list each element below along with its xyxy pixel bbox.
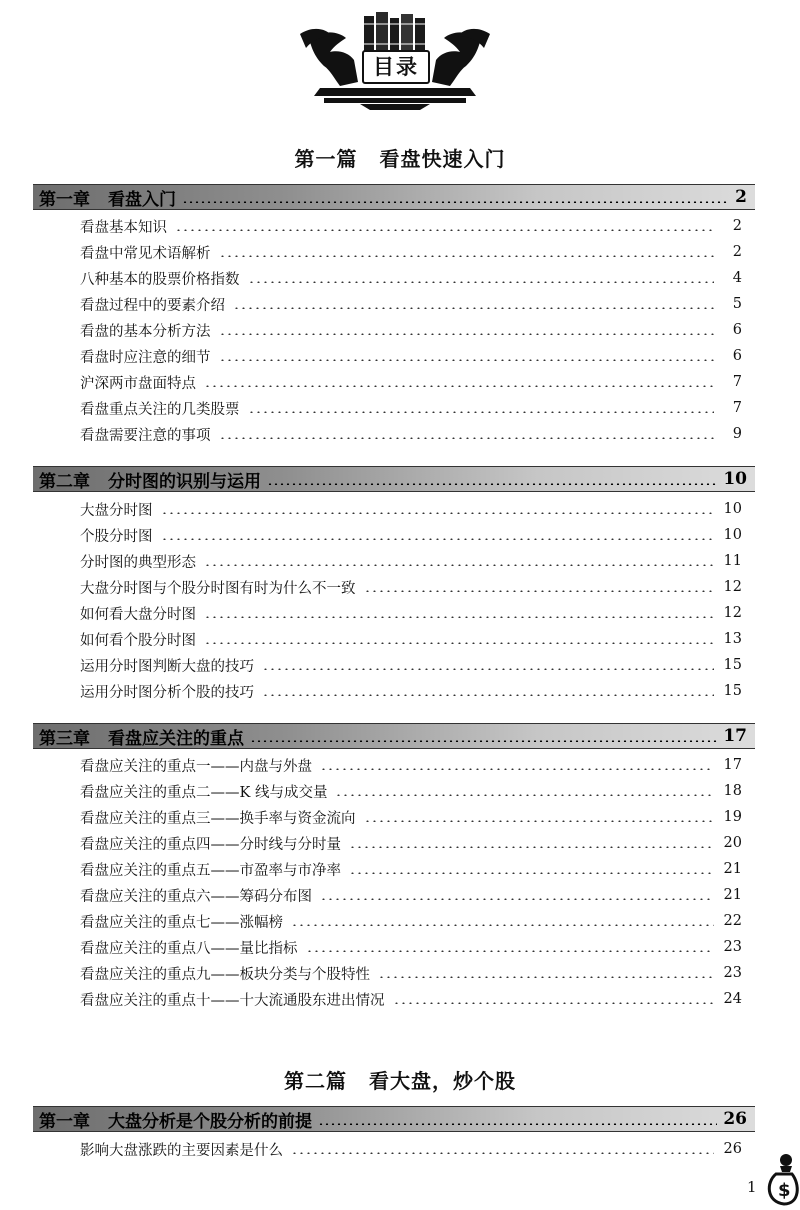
entry-title: 分时图的典型形态 <box>80 554 196 571</box>
dot-leader <box>349 872 714 874</box>
dot-leader <box>161 512 715 514</box>
entry-page: 24 <box>723 991 742 1007</box>
chapter-page: 26 <box>723 1109 747 1129</box>
entry-page: 2 <box>732 244 742 260</box>
entry-title: 看盘应关注的重点五——市盈率与市净率 <box>80 862 341 879</box>
toc-entry[interactable] <box>80 882 742 908</box>
dot-leader <box>320 768 714 770</box>
entry-title: 运用分时图分析个股的技巧 <box>80 684 254 701</box>
entry-page: 10 <box>723 501 742 517</box>
toc-entry[interactable] <box>80 421 742 447</box>
entry-page: 7 <box>732 374 742 390</box>
dot-leader <box>248 281 715 283</box>
dot-leader <box>219 333 715 335</box>
entry-page: 15 <box>723 683 742 699</box>
toc-entry[interactable] <box>80 548 742 574</box>
entry-title: 大盘分时图 <box>80 502 153 519</box>
chapter-page: 17 <box>723 726 747 746</box>
toc-entry[interactable] <box>80 574 742 600</box>
dot-leader <box>262 668 714 670</box>
chapter-number: 第一章 <box>39 1111 90 1132</box>
entry-title: 看盘应关注的重点七——涨幅榜 <box>80 914 283 931</box>
toc-entry[interactable] <box>80 317 742 343</box>
entry-title: 看盘过程中的要素介绍 <box>80 297 225 314</box>
dot-leader <box>318 1123 717 1125</box>
entry-title: 看盘应关注的重点四——分时线与分时量 <box>80 836 341 853</box>
entry-title: 看盘应关注的重点十——十大流通股东进出情况 <box>80 992 385 1009</box>
entry-page: 26 <box>723 1141 742 1157</box>
entry-page: 13 <box>723 631 742 647</box>
toc-entry[interactable] <box>80 960 742 986</box>
dot-leader <box>306 950 715 952</box>
dot-leader <box>335 794 714 796</box>
dot-leader <box>233 307 714 309</box>
entry-title: 如何看大盘分时图 <box>80 606 196 623</box>
entry-page: 15 <box>723 657 742 673</box>
toc-entry[interactable] <box>80 496 742 522</box>
toc-entry[interactable] <box>80 265 742 291</box>
dot-leader <box>219 359 715 361</box>
dot-leader <box>204 642 714 644</box>
entry-title: 看盘应关注的重点一——内盘与外盘 <box>80 758 312 775</box>
entry-title: 看盘基本知识 <box>80 219 167 236</box>
toc-entry[interactable] <box>80 652 742 678</box>
entry-page: 6 <box>732 322 742 338</box>
dot-leader <box>248 411 715 413</box>
entry-title: 看盘需要注意的事项 <box>80 427 211 444</box>
chapter-heading[interactable] <box>33 466 755 492</box>
toc-entry[interactable] <box>80 752 742 778</box>
chapter-heading[interactable] <box>33 1106 755 1132</box>
dot-leader <box>161 538 715 540</box>
toc-entry[interactable] <box>80 395 742 421</box>
entry-page: 11 <box>723 553 742 569</box>
toc-entry[interactable] <box>80 1136 742 1162</box>
entry-page: 17 <box>723 757 742 773</box>
entry-page: 6 <box>732 348 742 364</box>
entry-title: 八种基本的股票价格指数 <box>80 271 240 288</box>
toc-entry[interactable] <box>80 626 742 652</box>
entry-page: 18 <box>723 783 742 799</box>
entry-page: 23 <box>723 939 742 955</box>
entry-title: 影响大盘涨跌的主要因素是什么 <box>80 1142 283 1159</box>
dot-leader <box>262 694 714 696</box>
book-griffin-emblem-icon <box>300 12 490 110</box>
entry-title: 看盘应关注的重点三——换手率与资金流向 <box>80 810 356 827</box>
dot-leader <box>204 564 714 566</box>
chapter-number: 第一章 <box>39 189 90 210</box>
toc-entry[interactable] <box>80 986 742 1012</box>
chapter-name: 分时图的识别与运用 <box>108 471 261 492</box>
toc-title: 目录 <box>362 50 430 84</box>
dot-leader <box>291 924 714 926</box>
toc-entry[interactable] <box>80 856 742 882</box>
toc-entry[interactable] <box>80 600 742 626</box>
dot-leader <box>204 385 714 387</box>
entry-page: 23 <box>723 965 742 981</box>
entry-page: 12 <box>723 579 742 595</box>
entry-title: 个股分时图 <box>80 528 153 545</box>
entry-title: 沪深两市盘面特点 <box>80 375 196 392</box>
entry-page: 20 <box>723 835 742 851</box>
entry-title: 看盘重点关注的几类股票 <box>80 401 240 418</box>
chapter-page: 2 <box>735 187 747 207</box>
part-label: 第二篇 <box>284 1069 347 1093</box>
dot-leader <box>219 255 715 257</box>
dot-leader <box>219 437 715 439</box>
entry-title: 看盘时应注意的细节 <box>80 349 211 366</box>
chapter-number: 第二章 <box>39 471 90 492</box>
svg-text:$: $ <box>778 1180 791 1201</box>
dot-leader <box>204 616 714 618</box>
entry-page: 7 <box>732 400 742 416</box>
toc-entry[interactable] <box>80 522 742 548</box>
part-label: 第一篇 <box>294 147 358 171</box>
entry-page: 12 <box>723 605 742 621</box>
entry-page: 5 <box>732 296 742 312</box>
toc-entry[interactable] <box>80 678 742 704</box>
entry-title: 看盘应关注的重点二——K 线与成交量 <box>80 784 328 801</box>
toc-entry[interactable] <box>80 804 742 830</box>
entry-title: 看盘的基本分析方法 <box>80 323 211 340</box>
dot-leader <box>364 820 715 822</box>
entry-page: 21 <box>723 887 742 903</box>
dot-leader <box>182 201 729 203</box>
toc-entry[interactable] <box>80 239 742 265</box>
toc-entry[interactable] <box>80 343 742 369</box>
entry-page: 19 <box>723 809 742 825</box>
toc-entry[interactable] <box>80 213 742 239</box>
part-title <box>0 143 800 172</box>
entry-page: 2 <box>732 218 742 234</box>
toc-entry[interactable] <box>80 934 742 960</box>
toc-entry[interactable] <box>80 369 742 395</box>
toc-entry[interactable] <box>80 830 742 856</box>
dot-leader <box>267 483 717 485</box>
dot-leader <box>291 1152 714 1154</box>
dot-leader <box>393 1002 715 1004</box>
part-title <box>0 1065 800 1094</box>
entry-page: 22 <box>723 913 742 929</box>
dot-leader <box>349 846 714 848</box>
toc-entry[interactable] <box>80 291 742 317</box>
chapter-name: 看盘应关注的重点 <box>108 728 244 749</box>
entry-title: 大盘分时图与个股分时图有时为什么不一致 <box>80 580 356 597</box>
entry-list <box>80 1136 742 1162</box>
chapter-heading[interactable] <box>33 723 755 749</box>
entry-title: 看盘应关注的重点八——量比指标 <box>80 940 298 957</box>
chapter-number: 第三章 <box>39 728 90 749</box>
entry-list <box>80 496 742 704</box>
part-name: 看盘快速入门 <box>379 147 506 171</box>
dot-leader <box>250 740 717 742</box>
entry-list <box>80 752 742 1012</box>
entry-title: 看盘应关注的重点六——筹码分布图 <box>80 888 312 905</box>
entry-list <box>80 213 742 447</box>
chapter-page: 10 <box>723 469 747 489</box>
dot-leader <box>175 229 714 231</box>
money-bag-icon <box>766 1150 800 1206</box>
entry-page: 21 <box>723 861 742 877</box>
page-number: 1 <box>747 1178 757 1196</box>
dot-leader <box>378 976 714 978</box>
dot-leader <box>320 898 714 900</box>
toc-entry[interactable] <box>80 908 742 934</box>
chapter-name: 大盘分析是个股分析的前提 <box>108 1111 312 1132</box>
part-name: 看大盘，炒个股 <box>369 1069 516 1093</box>
toc-entry[interactable] <box>80 778 742 804</box>
entry-title: 看盘中常见术语解析 <box>80 245 211 262</box>
entry-page: 4 <box>732 270 742 286</box>
entry-title: 看盘应关注的重点九——板块分类与个股特性 <box>80 966 370 983</box>
entry-page: 10 <box>723 527 742 543</box>
chapter-heading[interactable] <box>33 184 755 210</box>
chapter-name: 看盘入门 <box>108 189 176 210</box>
entry-page: 9 <box>732 426 742 442</box>
entry-title: 运用分时图判断大盘的技巧 <box>80 658 254 675</box>
dot-leader <box>364 590 715 592</box>
entry-title: 如何看个股分时图 <box>80 632 196 649</box>
